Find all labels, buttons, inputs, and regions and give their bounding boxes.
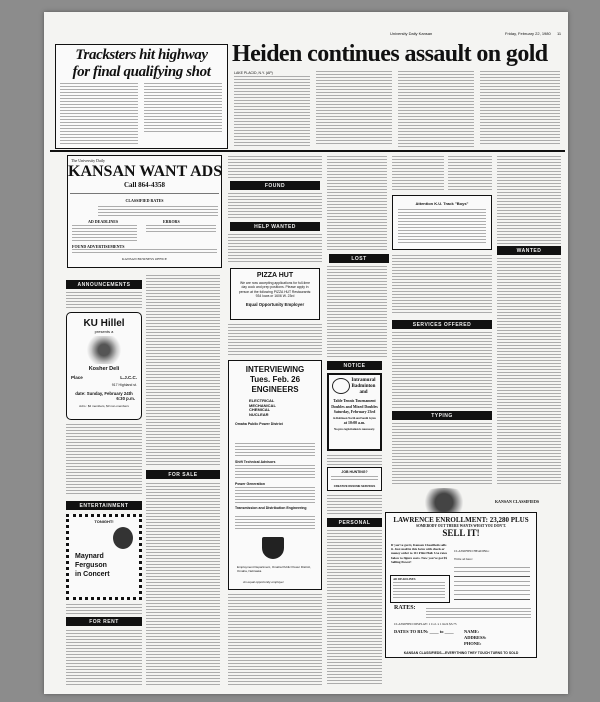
interviewing-date: Tues. Feb. 26 — [249, 375, 301, 384]
want-ads-box — [67, 155, 222, 268]
tracksters-headline-2: for final qualifying shot — [72, 64, 211, 80]
hillel-time: 6:30 p.m. — [116, 396, 135, 401]
intramural-line2: Badminton — [351, 384, 376, 389]
intramural-line8: at 10:00 a.m. — [343, 421, 366, 425]
classified-display-rate: CLASSIFIED DISPLAY: 1 Col. x 1 Inch $3.75 — [394, 622, 457, 626]
hillel-event: Kosher Deli — [88, 366, 120, 372]
intramural-line4: Table Tennis Tournament — [333, 399, 376, 403]
page-number: 11 — [557, 31, 562, 36]
heiden-headline: Heiden continues assault on gold — [232, 41, 548, 67]
pizza-hut-body: We are now accepting applications for full-time day cook and prep positions. Please apply in person at the following PIZZA HUT Restaurants: 934 Iowa or 1606 W. 23rd — [238, 281, 312, 298]
dates-label: DATES TO RUN: — [394, 629, 429, 634]
oppd-logo — [262, 537, 284, 559]
address-label: ADDRESS: — [464, 635, 487, 640]
address: Employment Department, Omaha Public Power District, Omaha, Nebraska — [237, 565, 311, 573]
maynard-line3: in Concert — [75, 571, 110, 578]
discipline: ELECTRICAL — [249, 398, 275, 403]
hillel-date: date: Sunday, February 24th — [75, 391, 133, 396]
heading-label: CLASSIFIED HEADING: — [454, 549, 490, 553]
tonight: TONIGHT! — [94, 519, 114, 524]
company: Omaha Public Power District — [235, 422, 283, 426]
kansan-classifieds-brand: KANSAN CLASSIFIEDS — [494, 499, 540, 504]
kansan-mascot-logo — [412, 488, 476, 512]
attention-track-boys-ad — [392, 195, 492, 250]
form-rates-title: RATES: — [394, 605, 416, 611]
phone-label: PHONE: — [464, 641, 482, 646]
intramural-line7: in Robinson North and South Gyms — [333, 416, 376, 420]
interviewing-engineers: ENGINEERS — [251, 385, 299, 394]
discipline: NUCLEAR — [249, 411, 269, 417]
place: L.J.C.C. — [120, 375, 137, 380]
discipline: CHEMICAL — [249, 407, 271, 412]
pizza-hut-title: PIZZA HUT — [256, 272, 294, 279]
section-notice: NOTICE — [327, 361, 382, 370]
interviewing-line1: INTERVIEWING — [245, 365, 305, 374]
masthead-paper: University Daily Kansan — [390, 31, 433, 36]
intramural-line6: Saturday, February 23rd — [333, 410, 376, 414]
office: KANSAN BUSINESS OFFICE — [122, 257, 167, 261]
classified-order-form: LAWRENCE ENROLLMENT: 23,280 PLUS SOMEBODY OUT THERE WANTS WHAT YOU DON'T. SELL IT! If you've got it, Kansan Classifieds sells it. Just mail in this form with check or money order to 111 Flint Hall. Use rates below to figure costs. Now you've got $$ Selling Power! AD DEADLINES CLASSIFIED HEADING: Write ad here: RATES: CLASSIFIED DISPLAY: 1 Col. x 1 Inch $3.75 DATES TO RUN: ____ to ____ NAME: ADDRESS: PHONE: KANSAN CLASSIFIEDS—EVERYTHING THEY TOUCH TURNS TO SOLD — [385, 512, 537, 658]
tracksters-story — [55, 44, 228, 149]
section-services-offered: SERVICES OFFERED — [392, 320, 492, 329]
deadlines-title: AD DEADLINES — [88, 219, 119, 224]
write-ad-field[interactable] — [454, 563, 530, 603]
to-label: to — [439, 629, 444, 634]
heading: Transmission and Distribution Engineering — [235, 506, 307, 510]
section-for-rent: FOR RENT — [66, 617, 142, 626]
found-ads-title: FOUND ADVERTISEMENTS — [72, 244, 125, 249]
section-found: FOUND — [230, 181, 320, 190]
intramural-line5: Doubles and Mixed Doubles — [331, 404, 378, 409]
write-ad-label: Write ad here: — [454, 557, 473, 561]
interviewing-engineers-ad — [228, 360, 322, 590]
heiden-dateline: LAKE PLACID, N.Y. (AP) — [234, 71, 273, 75]
want-ads-phone: Call 864-4358 — [123, 181, 166, 189]
place-label: Place — [71, 375, 83, 380]
heading: Power Generation — [235, 482, 265, 486]
maynard-ferguson-ad — [66, 514, 142, 600]
form-deadlines-title: AD DEADLINES — [393, 577, 416, 581]
intramural-line9: No pre-registration is necessary. — [333, 426, 376, 431]
address: 917 Highland st. — [111, 383, 137, 387]
form-footer: KANSAN CLASSIFIEDS—EVERYTHING THEY TOUCH TURNS TO SOLD — [403, 651, 519, 655]
tracksters-headline-1: Tracksters hit highway — [75, 47, 208, 63]
section-help-wanted: HELP WANTED — [230, 222, 320, 231]
deli-illustration — [79, 336, 129, 364]
job-hunting-title: JOB HUNTING? — [341, 470, 368, 474]
form-pitch: If you've got it, Kansan Classifieds sells it. Just mail in this form with check or money order to 111 Flint Hall. Use rates below to figure costs. Now you've got $$ Selling Power! — [391, 543, 447, 564]
intramural-line1: Intramural — [351, 378, 376, 383]
racket-icon — [332, 378, 350, 394]
section-personal: PERSONAL — [327, 518, 382, 527]
hillel-ad — [66, 312, 142, 420]
pizza-hut-ad — [230, 268, 320, 320]
form-headline: LAWRENCE ENROLLMENT: 23,280 PLUS — [393, 516, 529, 524]
job-hunting-ad — [327, 467, 382, 491]
maynard-line2: Ferguson — [75, 562, 107, 569]
name-label: NAME: — [464, 629, 480, 634]
performer-photo — [113, 527, 133, 549]
attention-title: Attention K.U. Track "Boys" — [415, 201, 469, 206]
section-entertainment: ENTERTAINMENT — [66, 501, 142, 510]
masthead-date: Friday, February 22, 1980 — [505, 31, 551, 36]
sell-it: SELL IT! — [442, 528, 480, 538]
deadlines-box — [390, 575, 450, 603]
section-wanted: WANTED — [497, 246, 561, 255]
section-lost: LOST — [329, 254, 389, 263]
maynard-line1: Maynard — [75, 553, 104, 560]
intramural-line3: and — [359, 390, 368, 395]
errors-title: ERRORS — [163, 219, 180, 224]
section-typing: TYPING — [392, 411, 492, 420]
form-subhead: SOMEBODY OUT THERE WANTS WHAT YOU DON'T. — [415, 524, 507, 528]
want-ads-title: KANSAN WANT ADS — [68, 163, 223, 180]
section-for-sale: FOR SALE — [146, 470, 220, 479]
heading: Shift Technical Advisors — [235, 460, 276, 464]
hillel-presents: presents a — [94, 329, 114, 334]
want-ads-kicker: The University Daily — [71, 158, 105, 163]
rates-title: CLASSIFIED RATES — [125, 198, 164, 203]
eoe: An equal opportunity employer — [243, 580, 284, 584]
discipline: MECHANICAL — [249, 402, 276, 408]
intramural-tournament-ad — [327, 373, 382, 451]
hillel-title: KU Hillel — [83, 318, 125, 329]
section-announcements: ANNOUNCEMENTS — [66, 280, 142, 289]
pizza-hut-footer: Equal Opportunity Employer — [245, 302, 305, 308]
hillel-admission: Adm.: $2 members, $3 non-members — [79, 404, 129, 408]
job-hunting-company: CREATIVE RESUME SERVICES — [333, 484, 376, 488]
